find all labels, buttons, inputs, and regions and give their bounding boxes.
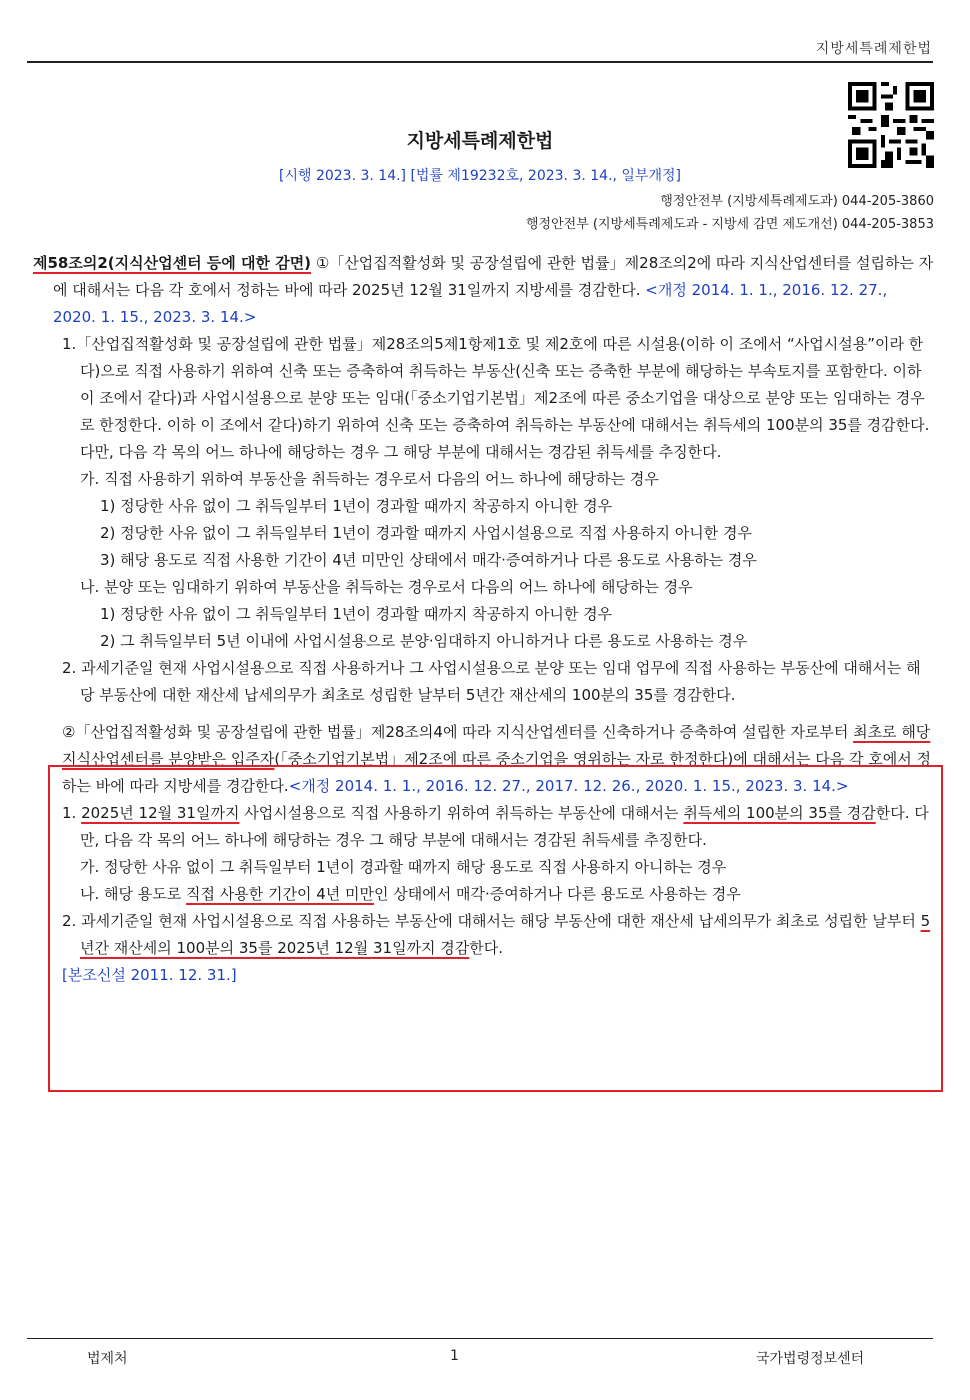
- paragraph1-item1-na-1: 1) 정당한 사유 없이 그 취득일부터 1년이 경과할 때까지 착공하지 아니한 경우: [100, 605, 613, 623]
- paragraph1-item1-ga: 가. 직접 사용하기 위하여 부동산을 취득하는 경우로서 다음의 어느 하나에 해당하는 경우: [80, 470, 659, 488]
- paragraph1-item1: 1.「산업집적활성화 및 공장설립에 관한 법률」제28조의5제1항제1호 및 제2호에 따른 시설용(이하 이 조에서 “사업시설용”이라 한다)으로 직접 사용하기 위하여 신축 또는 증축하여 취득하는 부동산(신축 또는 증축한 부분에 해당하는 부속토지를 포함한다. 이하 이 조에서 같다)과 사업시설용으로 분양 또는 임대(「중소기업기본법」제2조에 따른 중소기업을 대상으로 분양 또는 임대하는 경우로 한정한다. 이하 이 조에서 같다)하기 위하여 신축 또는 증축하여 취득하는 부동산에 대해서는 취득세의 100분의 35를 경감한다. 다만, 다음 각 목의 어느 하나에 해당하는 경우 그 해당 부분에 대해서는 경감된 취득세를 추징한다.: [62, 335, 930, 461]
- amendment-note-2: <개정 2014. 1. 1., 2016. 12. 27., 2017. 12. 26., 2020. 1. 15., 2023. 3. 14.>: [288, 777, 849, 795]
- department-contact-2: 행정안전부 (지방세특례제도과 - 지방세 감면 제도개선) 044-205-3853: [526, 217, 934, 232]
- newly-established-note: [본조신설 2011. 12. 31.]: [62, 966, 237, 984]
- paragraph2-intro: ②「산업집적활성화 및 공장설립에 관한 법률」제28조의4에 따라 지식산업센터를 신축하거나 증축하여 설립한 자로부터 최초로 해당 지식산업센터를 분양받은 입주자(「중소기업기본법」제2조에 따른 중소기업을 영위하는 자로 한정한다)에 대해서는 다음 각 호에서 정하는 바에 따라 지방세를 경감한다.<개정 2014. 1. 1., 2016. 12. 27., 2017. 12. 26., 2020. 1. 15., 2023. 3. 14.>: [62, 723, 931, 795]
- article-intro: 제58조의2(지식산업센터 등에 대한 감면) ①「산업집적활성화 및 공장설립에 관한 법률」제28조의2에 따라 지식산업센터를 설립하는 자에 대해서는 다음 각 호에서 정하는 바에 따라 2025년 12월 31일까지 지방세를 경감한다. <개정 2014. 1. 1., 2016. 12. 27., 2020. 1. 15., 2023. 3. 14.>: [33, 254, 934, 326]
- amendment-note: <개정 2014. 1. 1., 2016. 12. 27., 2020. 1. 15., 2023. 3. 14.>: [53, 281, 888, 326]
- paragraph1-item1-ga-1: 1) 정당한 사유 없이 그 취득일부터 1년이 경과할 때까지 착공하지 아니한 경우: [100, 497, 613, 515]
- paragraph1-item1-na: 나. 분양 또는 임대하기 위하여 부동산을 취득하는 경우로서 다음의 어느 하나에 해당하는 경우: [80, 578, 693, 596]
- footer-left: 법제처: [87, 1351, 128, 1367]
- footer-rule: [27, 1338, 933, 1339]
- header-rule: [27, 61, 933, 63]
- running-header: 지방세특례제한법: [815, 41, 932, 57]
- highlight-acquisition-tax: 취득세의 100분의 35를 경감: [683, 804, 876, 822]
- highlight-use-period: 직접 사용한 기간이 4년 미만: [186, 885, 375, 903]
- page-number: 1: [450, 1348, 459, 1364]
- highlight-first-buyer: 최초로 해당 지식산업센터를 분양받은 입주자: [62, 723, 931, 768]
- paragraph1-item2: 2. 과세기준일 현재 사업시설용으로 직접 사용하거나 그 사업시설용으로 분양 또는 임대 업무에 직접 사용하는 부동산에 대해서는 해당 부동산에 대한 재산세 납세의무가 최초로 성립한 날부터 5년간 재산세의 100분의 35를 경감한다.: [62, 659, 921, 704]
- paragraph2-item1-na: 나. 해당 용도로 직접 사용한 기간이 4년 미만인 상태에서 매각·증여하거나 다른 용도로 사용하는 경우: [80, 885, 741, 903]
- paragraph1-item1-na-2: 2) 그 취득일부터 5년 이내에 사업시설용으로 분양·임대하지 아니하거나 다른 용도로 사용하는 경우: [100, 632, 748, 650]
- paragraph1-item1-ga-2: 2) 정당한 사유 없이 그 취득일부터 1년이 경과할 때까지 사업시설용으로 직접 사용하지 아니한 경우: [100, 524, 753, 542]
- paragraph2-item1-ga: 가. 정당한 사유 없이 그 취득일부터 1년이 경과할 때까지 해당 용도로 직접 사용하지 아니하는 경우: [80, 858, 727, 876]
- highlight-box: [48, 765, 943, 1092]
- paragraph2-item2: 2. 과세기준일 현재 사업시설용으로 직접 사용하는 부동산에 대해서는 해당 부동산에 대한 재산세 납세의무가 최초로 성립한 날부터 5년간 재산세의 100분의 35를 2025년 12월 31일까지 경감한다.: [62, 912, 931, 957]
- document-title: 지방세특례제한법: [406, 130, 554, 152]
- paragraph2-item1: 1. 2025년 12월 31일까지 사업시설용으로 직접 사용하기 위하여 취득하는 부동산에 대해서는 취득세의 100분의 35를 경감한다. 다만, 다음 각 목의 어느 하나에 해당하는 경우 그 해당 부분에 대해서는 경감된 취득세를 추징한다.: [62, 804, 929, 849]
- highlight-property-tax: 5년간 재산세의 100분의 35를 2025년 12월 31일까지 경감: [80, 912, 931, 957]
- enforcement-info: [시행 2023. 3. 14.] [법률 제19232호, 2023. 3. 14., 일부개정]: [279, 168, 681, 184]
- department-contact-1: 행정안전부 (지방세특례제도과) 044-205-3860: [660, 194, 934, 209]
- footer-right: 국가법령정보센터: [756, 1351, 865, 1367]
- qr-code-icon: [848, 82, 934, 168]
- article-heading: 제58조의2(지식산업센터 등에 대한 감면): [33, 254, 312, 272]
- highlight-deadline: 2025년 12월 31일까지: [81, 804, 240, 822]
- paragraph1-item1-ga-3: 3) 해당 용도로 직접 사용한 기간이 4년 미만인 상태에서 매각·증여하거나 다른 용도로 사용하는 경우: [100, 551, 757, 569]
